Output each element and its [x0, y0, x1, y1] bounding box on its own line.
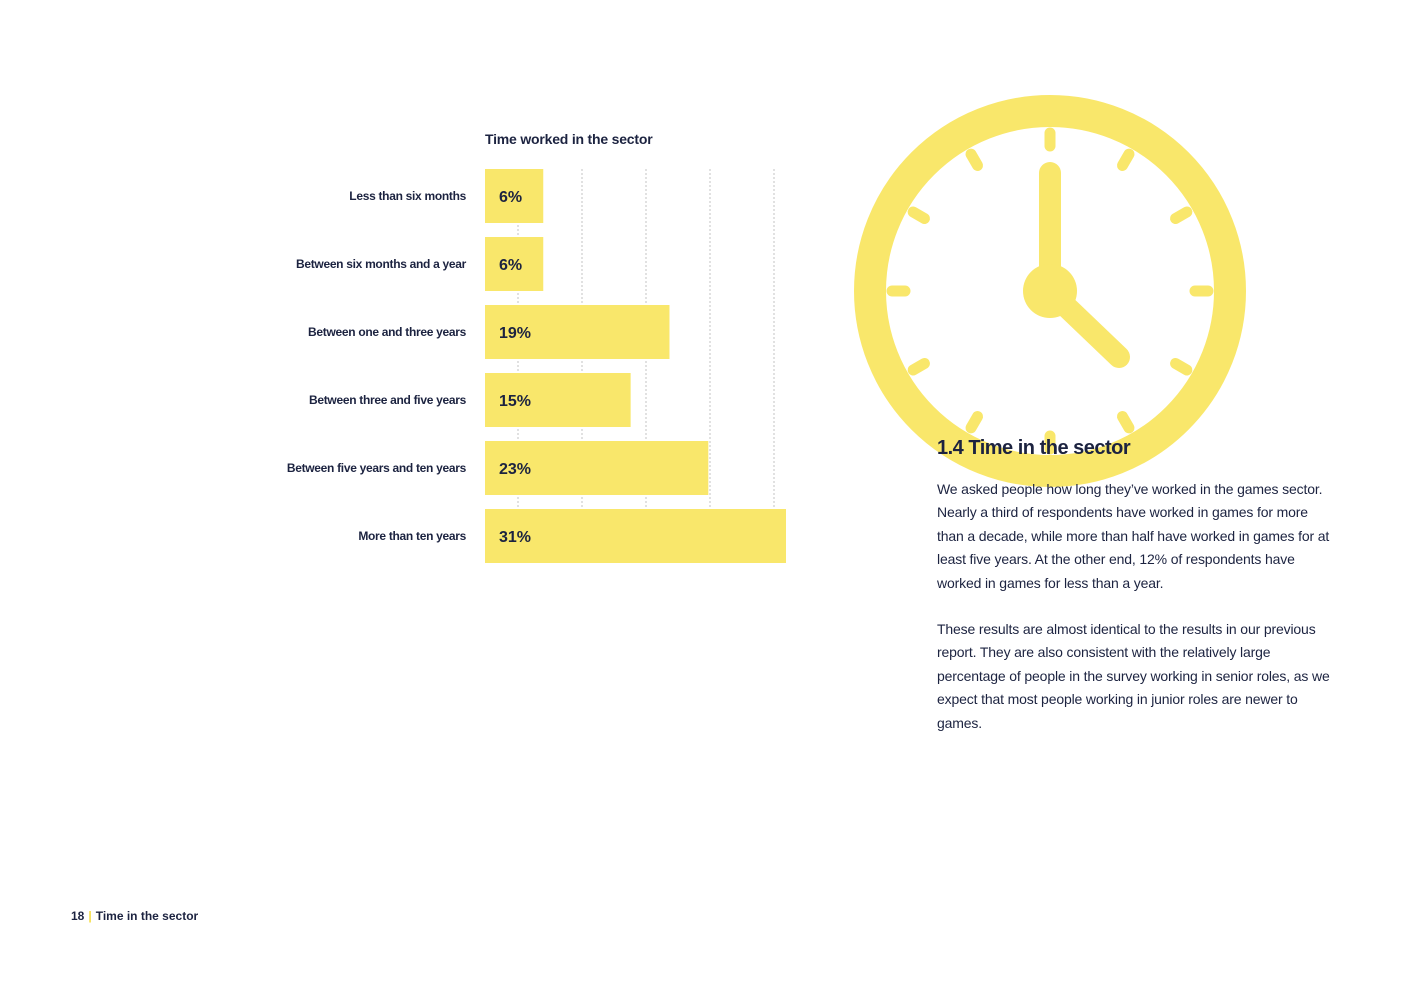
bar-value-label: 31% — [499, 529, 532, 546]
category-label: Between one and three years — [308, 325, 466, 339]
category-label: More than ten years — [358, 529, 466, 543]
article — [937, 437, 1337, 758]
bar-value-label: 15% — [499, 393, 532, 410]
clock-tick — [971, 154, 978, 165]
chart-title: Time worked in the sector — [485, 131, 653, 147]
section-heading: 1.4 Time in the sector — [937, 437, 1131, 459]
category-label: Less than six months — [349, 189, 466, 203]
clock-tick — [913, 364, 924, 371]
bars — [485, 169, 786, 563]
category-labels — [287, 189, 467, 543]
article-paragraph-2: These results are almost identical to the results in our previous report. They are also consistent with the relatively large percentage of people in the survey working in senior roles, as we expect that most people working in junior roles are newer to games. — [937, 621, 1330, 731]
clock-tick — [971, 417, 978, 428]
clock-tick — [1176, 364, 1187, 371]
footer-separator: | — [88, 909, 92, 923]
bar-value-label: 6% — [499, 257, 523, 274]
bar-value-label: 19% — [499, 325, 532, 342]
category-label: Between five years and ten years — [286, 461, 466, 475]
footer-section: Time in the sector — [95, 909, 199, 923]
page-number: 18 — [71, 909, 85, 923]
bar-value-label: 23% — [499, 461, 532, 478]
clock-tick — [1176, 212, 1187, 219]
article-paragraph-1: We asked people how long they’ve worked in the games sector. Nearly a third of respondents have worked in games for more than a decade, while more than half have worked in games for at least five years. At the other end, 12% of respondents have worked in games for less than a year. — [937, 481, 1330, 591]
clock-icon — [854, 95, 1246, 487]
category-label: Between six months and a year — [295, 257, 466, 271]
clock-center — [1023, 264, 1077, 318]
clock-tick — [1123, 417, 1130, 428]
clock-tick — [913, 212, 924, 219]
bar-value-label: 6% — [499, 189, 523, 206]
bar-chart — [0, 0, 860, 600]
page-footer — [71, 909, 198, 923]
clock-tick — [1123, 154, 1130, 165]
category-label: Between three and five years — [308, 393, 466, 407]
